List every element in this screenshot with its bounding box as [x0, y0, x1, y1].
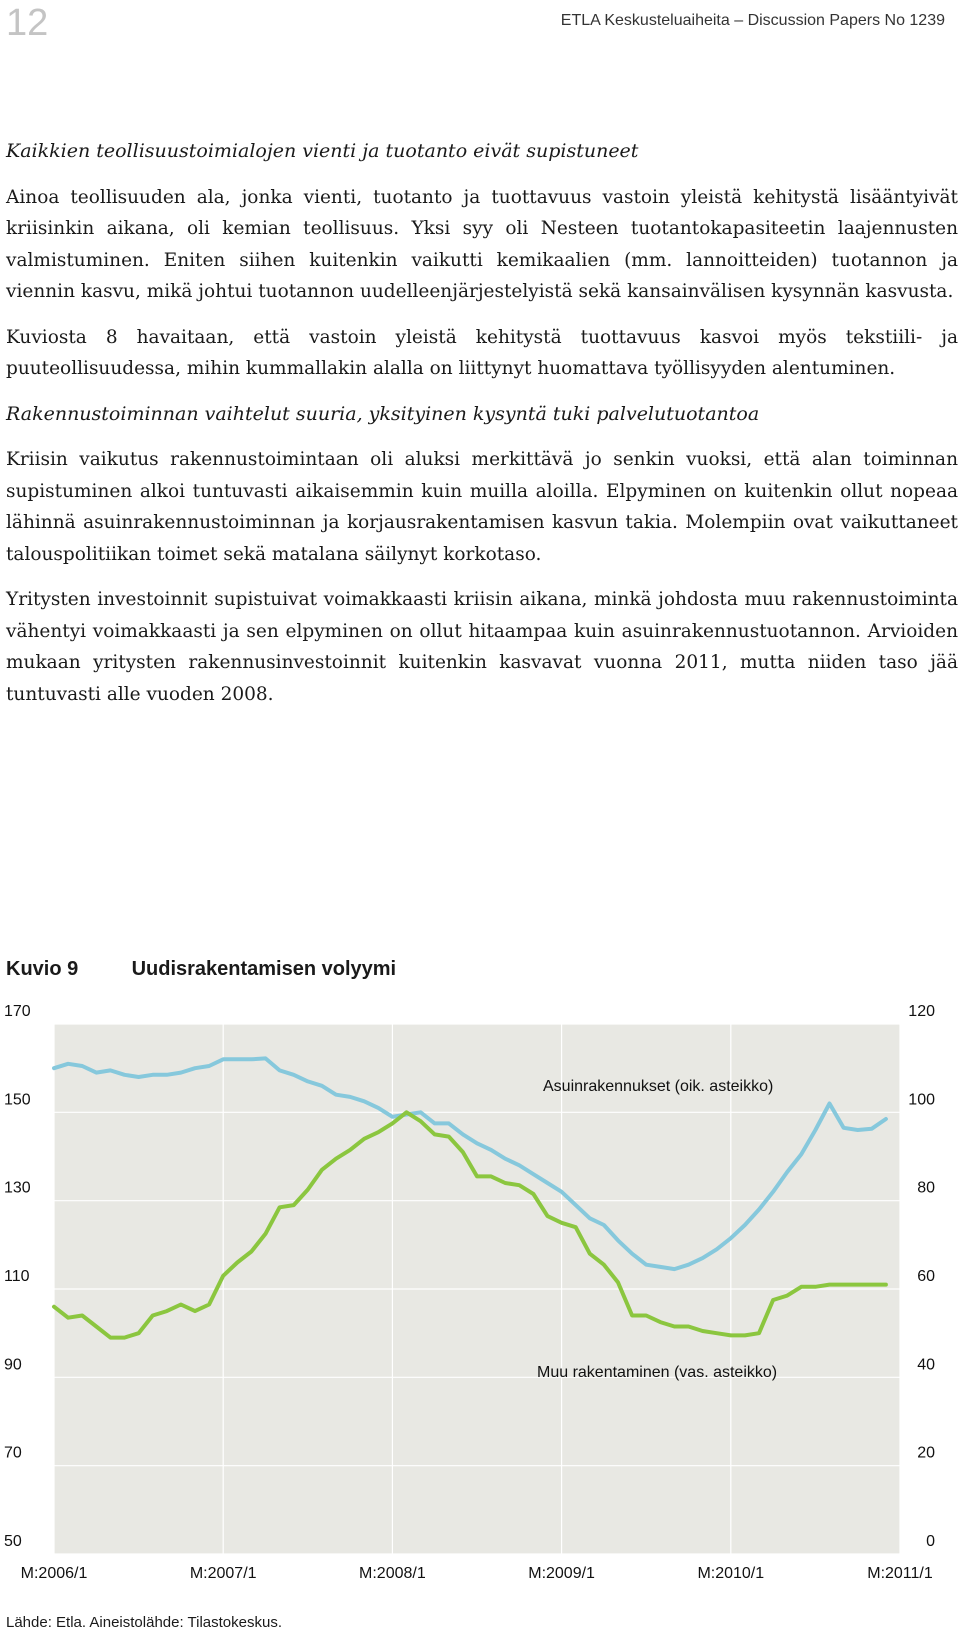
annotation-muu-rakentaminen: Muu rakentaminen (vas. asteikko): [537, 1364, 778, 1381]
y-left-tick-label: 70: [4, 1444, 22, 1462]
page-number: 12: [6, 2, 49, 44]
y-right-tick-label: 20: [917, 1444, 935, 1462]
paragraph: Kriisin vaikutus rakennustoimintaan oli aluksi merkittävä jo senkin vuoksi, että alan toiminnan supistuminen alkoi tuntuvasti aikaisemmin kuin muilla aloilla. Elpyminen on kuitenkin ollut nopeaa lähinnä asuinrakennustoiminnan ja korjausrakentamisen kasvun takia. Molempiin ovat vaikuttaneet talouspolitiikan toimet sekä matalana säilynyt korkotaso.: [6, 449, 958, 565]
x-tick-label: M:2010/1: [697, 1565, 765, 1582]
line-chart: [0, 1000, 960, 1612]
x-tick-label: M:2007/1: [189, 1565, 257, 1582]
paragraph: Kuviosta 8 havaitaan, että vastoin yleistä kehitystä tuottavuus kasvoi myös tekstiili- ja puuteollisuudessa, mihin kummallakin alalla on liittynyt huomattava työllisyyden alentuminen.: [6, 326, 958, 379]
y-left-tick-label: 110: [4, 1268, 30, 1285]
y-right-tick-label: 100: [908, 1091, 935, 1109]
y-axis-left: [4, 1003, 31, 1550]
running-title: ETLA Keskusteluaiheita – Discussion Papers No 1239: [560, 12, 945, 29]
y-right-tick-label: 120: [908, 1003, 935, 1020]
y-left-tick-label: 90: [4, 1356, 22, 1374]
paragraph: Yritysten investoinnit supistuivat voimakkaasti kriisin aikana, minkä johdosta muu rakennustoiminta vähentyi voimakkaasti ja sen elpyminen on ollut hitaampaa kuin asuinrakennustuotannon. Arvioiden mukaan yritysten rakennusinvestoinnit kuitenkin kasvavat vuonna 2011, mutta niiden taso jää tuntuvasti alle vuoden 2008.: [6, 589, 958, 705]
y-right-tick-label: 0: [926, 1533, 935, 1550]
y-right-tick-label: 80: [917, 1179, 935, 1197]
y-axis-right: [908, 1003, 935, 1550]
y-left-tick-label: 150: [4, 1091, 31, 1109]
annotation-asuinrakennukset: Asuinrakennukset (oik. asteikko): [543, 1078, 774, 1095]
y-left-tick-label: 50: [4, 1533, 22, 1550]
x-tick-label: M:2006/1: [20, 1565, 88, 1582]
paragraph: Ainoa teollisuuden ala, jonka vienti, tuotanto ja tuottavuus vastoin yleistä kehitystä lisääntyivät kriisinkin aikana, oli kemian teollisuus. Yksi syy oli Nesteen tuotantokapasiteetin laajennusten valmistuminen. Eniten siihen kuitenkin vaikutti kemikaalien (mm. lannoitteiden) tuotannon ja viennin kasvu, mikä johtui tuotannon uudelleenjärjestelyistä sekä kansainvälisen kysynnän kasvusta.: [6, 186, 958, 302]
y-left-tick-label: 170: [4, 1003, 31, 1020]
figure-label: Kuvio 9: [6, 958, 79, 980]
body-text: [6, 136, 958, 724]
x-axis: [21, 1565, 933, 1582]
x-tick-label: M:2011/1: [867, 1565, 933, 1582]
y-right-tick-label: 40: [917, 1356, 935, 1374]
figure-header: [6, 958, 396, 981]
y-left-tick-label: 130: [4, 1179, 31, 1197]
figure-source: Lähde: Etla. Aineistolähde: Tilastokeskus.: [6, 1614, 283, 1631]
y-right-tick-label: 60: [917, 1268, 935, 1285]
x-tick-label: M:2009/1: [528, 1565, 595, 1582]
figure-title: Uudisrakentamisen volyymi: [131, 958, 397, 980]
section-heading: Rakennustoiminnan vaihtelut suuria, yksityinen kysyntä tuki palvelutuotantoa: [6, 402, 760, 425]
section-heading: Kaikkien teollisuustoimialojen vienti ja tuotanto eivät supistuneet: [6, 140, 639, 162]
x-tick-label: M:2008/1: [359, 1565, 426, 1582]
